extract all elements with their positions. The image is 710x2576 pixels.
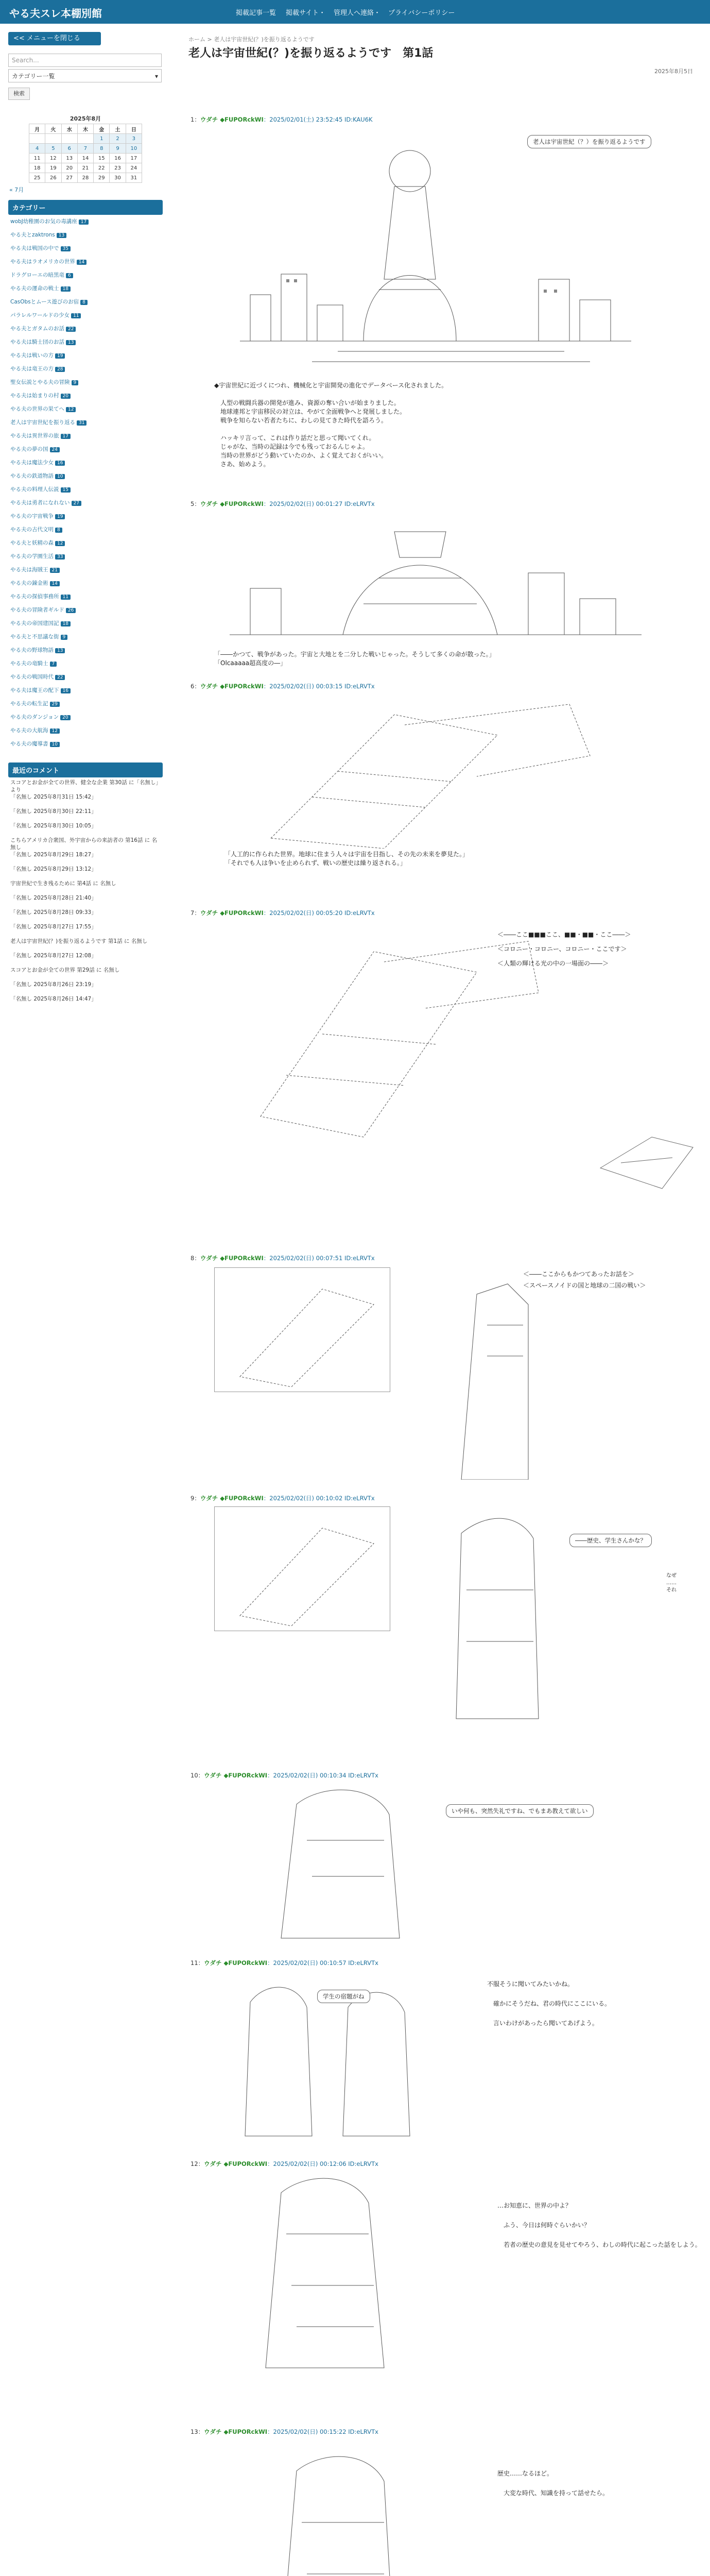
category-count-badge: 13 [57,233,66,238]
category-item[interactable] [10,512,65,520]
post-header: 5：ウダチ ◆FUPORckWI：2025/02/02(日) 00:01:27 ID:eLRVTx [191,500,375,507]
calendar-day[interactable]: 14 [77,154,93,163]
category-label: やる夫は異世界の旅 [10,433,59,439]
category-count-badge: 19 [55,353,65,359]
calendar-day[interactable]: 26 [45,173,61,183]
main-nav [0,0,710,24]
category-label: やる夫は戦いの方 [10,352,54,359]
category-item[interactable] [10,365,65,372]
calendar-caption: 2025年8月 [70,115,101,122]
category-item[interactable] [10,351,65,359]
category-label: やる夫の運命の戦士 [10,285,59,292]
speech-bubble: ――歴史、学生さんかな？ [569,1534,652,1547]
calendar-day[interactable]: 9 [110,144,126,154]
calendar-day[interactable]: 30 [110,173,126,183]
category-count-badge: 22 [66,327,76,332]
category-label: やる夫は魔王の配下 [10,687,59,693]
category-heading: カテゴリー [8,200,163,215]
category-count-badge: 16 [55,461,65,466]
category-item[interactable] [10,633,67,640]
category-count-badge: 10 [50,742,60,747]
category-count-badge: 13 [55,648,65,653]
category-label: やる夫は竜王の方 [10,366,54,372]
category-item[interactable] [10,686,71,694]
calendar-prev-link[interactable]: « 7月 [9,187,24,193]
comment-item[interactable]: 「名無し 2025年8月30日 22:11」 [10,808,97,815]
ascii-art-final-scene [219,2440,683,2576]
calendar-day[interactable]: 19 [45,163,61,173]
calendar-day [61,134,77,144]
category-item[interactable] [10,271,73,279]
category-item[interactable] [10,539,65,547]
category-count-badge: 17 [61,434,71,439]
post-header: 11：ウダチ ◆FUPORckWI：2025/02/02(日) 00:10:57 ID:eLRVTx [191,1959,378,1967]
category-item[interactable] [10,445,60,453]
category-count-badge: 15 [61,487,71,493]
category-select[interactable] [8,69,162,82]
calendar-day[interactable]: 1 [94,134,110,144]
comments-widget [8,762,163,777]
ascii-art-scene-monitor [219,1274,672,1480]
category-label: やる夫の転生記 [10,701,48,707]
calendar-day[interactable]: 10 [126,144,142,154]
calendar-day[interactable]: 12 [45,154,61,163]
category-count-badge: 8 [80,300,88,305]
calendar-day[interactable]: 17 [126,154,142,163]
breadcrumb[interactable]: ホーム > 老人は宇宙世紀(？)を振り返るようです [188,36,315,43]
category-item[interactable] [10,700,60,707]
category-count-badge: 11 [61,595,71,600]
category-item[interactable] [10,418,86,426]
calendar [29,113,142,183]
category-item[interactable] [10,713,71,721]
category-label: ドラグローエの暗黒竜 [10,272,64,278]
category-item[interactable] [10,579,60,587]
category-count-badge: 14 [50,581,60,586]
post-header: 1：ウダチ ◆FUPORckWI：2025/02/01(土) 23:52:45 ID:KAU6K [191,116,373,123]
category-count-badge: 8 [55,528,62,533]
calendar-day[interactable]: 22 [94,163,110,173]
category-label: やる夫の宇宙戦争 [10,513,54,519]
category-label: やる夫は戦国の中で [10,245,59,251]
category-count-badge: 6 [66,273,73,278]
comment-item[interactable]: 「名無し 2025年8月27日 17:55」 [10,924,97,930]
category-item[interactable] [10,726,60,734]
category-count-badge: 12 [66,407,76,412]
category-label: やる夫の帝国建国記 [10,620,59,626]
category-item[interactable] [10,392,71,399]
sidebar [8,32,163,2576]
category-item[interactable] [10,405,76,413]
category-item[interactable] [10,284,71,292]
site-header [0,0,710,24]
category-label: やる夫の夢の国 [10,446,48,452]
calendar-weekday: 木 [77,124,93,134]
page-title: 老人は宇宙世紀(？)を振り返るようです 第1話 [188,47,434,60]
category-item[interactable] [10,231,66,239]
calendar-day[interactable]: 20 [61,163,77,173]
category-count-badge: 13 [66,340,76,345]
calendar-day[interactable]: 8 [94,144,110,154]
comment-item[interactable]: こちらアメリカ合衆国、外宇宙からの来訪者の 第16話 に 名無し [10,837,158,851]
category-item[interactable] [10,217,89,225]
category-label: やる夫の魔導書 [10,741,48,747]
category-label: やる夫の野球物語 [10,647,54,653]
category-item[interactable] [10,472,65,480]
category-select-value: カテゴリー一覧 [12,73,55,80]
calendar-weekday: 月 [29,124,45,134]
calendar-day [77,134,93,144]
category-label: やる夫の探偵事務所 [10,594,59,600]
category-item[interactable] [10,459,65,466]
category-item[interactable] [10,338,76,346]
category-label: やる夫は始まりの村 [10,393,59,399]
calendar-day [29,134,45,144]
calendar-day[interactable]: 13 [61,154,77,163]
calendar-day[interactable]: 21 [77,163,93,173]
post-header: 9：ウダチ ◆FUPORckWI：2025/02/02(日) 00:10:02 ID:eLRVTx [191,1495,375,1502]
category-widget [8,200,163,215]
category-label: やる夫と妖精の森 [10,540,54,546]
nav-privacy[interactable]: プライバシーポリシー [388,9,455,17]
category-count-badge: 24 [50,447,60,452]
category-item[interactable] [10,258,86,265]
category-label: 老人は宇宙世紀を振り返る [10,419,75,426]
category-count-badge: 33 [55,554,65,560]
post-narration: ◆宇宙世紀に近づくにつれ、機械化と宇宙開発の進化でデータベース化されました。 人型の戦闘兵器の開発が進み、資源の奪い合いが始まりました。 地球連邦と宇宙移民の対立は、やがて全面戦争へと発展しました。 戦争を知らない若者たちに、わしの見てきた時代を語ろう。 ハッキリ言って、これは作り話だと思って聞いてくれ。 じゃがな、当時の記録は今でも残っておるんじゃよ。 当時の世界がどう動いていたのか、よく覚えておくがいい。 さあ、始めよう。 [214,382,448,468]
category-item[interactable] [10,325,76,332]
calendar-day[interactable]: 15 [94,154,110,163]
category-item[interactable] [10,673,65,681]
category-count-badge: 9 [61,635,68,640]
post-narration: ＜――ここ■■■ここ、■■・■■・ここ――＞ ＜コロニー・コロニー、コロニー・ここです＞ ＜人類の輝ける光の中の一場面の――＞ [497,931,631,967]
category-item[interactable] [10,619,71,627]
category-item[interactable] [10,740,60,748]
category-count-badge: 22 [55,675,65,680]
comment-item[interactable]: 「名無し 2025年8月29日 18:27」 [10,852,97,858]
comment-item[interactable]: 「名無し 2025年8月28日 21:40」 [10,895,97,901]
calendar-day[interactable]: 16 [110,154,126,163]
category-label: やる夫と不思議な街 [10,634,59,640]
category-label: やる夫の古代文明 [10,527,54,533]
post-date: 2025年8月5日 [654,68,693,75]
category-count-badge: 26 [66,608,76,613]
post-header: 8：ウダチ ◆FUPORckWI：2025/02/02(日) 00:07:51 ID:eLRVTx [191,1255,375,1262]
category-count-badge: 9 [72,380,79,385]
comment-item[interactable]: 老人は宇宙世紀(？)を振り返るようです 第1話 に 名無し [10,938,148,944]
calendar-day [45,134,61,144]
calendar-day[interactable]: 24 [126,163,142,173]
calendar-day[interactable]: 25 [29,173,45,183]
category-count-badge: 12 [55,541,65,546]
search-input[interactable]: Search... [8,54,162,67]
ascii-art-colony [209,511,672,655]
category-label: やる夫の世界の果てへ [10,406,64,412]
category-item[interactable] [10,311,81,319]
calendar-day[interactable]: 23 [110,163,126,173]
category-item[interactable] [10,378,78,386]
category-label: CasObsとムース遊びのお宿 [10,299,79,305]
category-label: パラレルワールドの少女 [10,312,70,318]
post-header: 12：ウダチ ◆FUPORckWI：2025/02/02(日) 00:12:06 ID:eLRVTx [191,2160,378,2167]
calendar-day[interactable]: 6 [61,144,77,154]
category-count-badge: 17 [79,219,89,225]
calendar-day[interactable]: 2 [110,134,126,144]
post-narration: …お知恵に、世界の中よ？ ふう、今日は何時ぐらいかい？ 若者の歴史の意見を見せてやろう、わしの時代に起こった話をしよう。 [497,2202,701,2248]
category-count-badge: 14 [77,260,86,265]
post-header: 13：ウダチ ◆FUPORckWI：2025/02/02(日) 00:15:22 ID:eLRVTx [191,2428,378,2435]
post-narration: 「人工的に作られた世界。地球に住まう人々は宇宙を目指し、その先の未来を夢見た。」 「それでも人は争いを止められず、戦いの歴史は繰り返される。」 [224,851,469,867]
calendar-day[interactable]: 5 [45,144,61,154]
category-label: 聖女伝説とやる夫の冒険 [10,379,70,385]
search-button[interactable]: 検索 [8,88,30,100]
speech-bubble: 老人は宇宙世紀（？）を振り返るようです [527,135,651,148]
category-count-badge: 19 [55,514,65,519]
category-count-badge: 29 [50,702,60,707]
category-count-badge: 7 [50,662,57,667]
category-label: やる夫のダンジョン [10,714,59,720]
category-count-badge: 20 [60,715,70,720]
calendar-weekday: 土 [110,124,126,134]
comment-item[interactable]: 「名無し 2025年8月30日 10:05」 [10,823,97,829]
category-count-badge: 35 [61,246,71,251]
comments-heading: 最近のコメント [8,762,163,777]
category-item[interactable] [10,499,81,506]
calendar-day[interactable]: 28 [77,173,93,183]
comment-item[interactable]: 「名無し 2025年8月31日 15:42」 [10,794,97,800]
post-narration: 歴史……なるほど。 大変な時代、知識を持って話せたら。 [497,2470,609,2497]
category-label: やる夫とzaktrons [10,232,55,238]
calendar-weekday: 金 [94,124,110,134]
category-item[interactable] [10,552,65,560]
calendar-weekday: 水 [61,124,77,134]
category-label: やる夫は海賊王 [10,567,48,573]
category-label: やる夫の戦国時代 [10,674,54,680]
post-header: 6：ウダチ ◆FUPORckWI：2025/02/02(日) 00:03:15 ID:eLRVTx [191,683,375,690]
category-item[interactable] [10,298,88,306]
ascii-art-old-man-seated [219,2172,508,2378]
ascii-art-spaceship [209,694,672,849]
category-item[interactable] [10,659,57,667]
category-item[interactable] [10,485,71,493]
post-narration: 不服そうに聞いてみたいかね。 確かにそうだね、君の時代にここにいる。 言いわけがあったら聞いてあげよう。 [487,1980,611,2027]
category-item[interactable] [10,566,60,573]
category-item[interactable] [10,432,71,439]
comment-item[interactable]: 「名無し 2025年8月29日 13:12」 [10,866,97,872]
comment-item[interactable]: 「名無し 2025年8月28日 09:33」 [10,909,97,916]
category-count-badge: 27 [72,501,81,506]
category-label: やる夫の料理人伝説 [10,486,59,493]
chevron-down-icon: ▾ [154,73,158,80]
comment-item[interactable]: スコアとお金が全ての世界 第29話 に 名無し [10,967,120,973]
category-item[interactable] [10,244,71,252]
post-header: 10：ウダチ ◆FUPORckWI：2025/02/02(日) 00:10:34 ID:eLRVTx [191,1772,378,1779]
category-item[interactable] [10,526,62,533]
calendar-day[interactable]: 29 [94,173,110,183]
category-label: やる夫は騎士団のお話 [10,339,64,345]
category-item[interactable] [10,646,65,654]
category-label: やる夫は魔法少女 [10,460,54,466]
ascii-art-cityscape [209,125,672,372]
category-label: やる夫の鉄道物語 [10,473,54,479]
comment-item[interactable]: 宇宙世紀で生き残るために 第4話 に 名無し [10,880,116,887]
category-label: やる夫とガタムのお話 [10,326,64,332]
category-label: やる夫の竜騎士 [10,660,48,667]
calendar-day[interactable]: 4 [29,144,45,154]
calendar-day[interactable]: 3 [126,134,142,144]
category-count-badge: 12 [50,728,60,734]
category-count-badge: 10 [55,474,65,479]
category-count-badge: 18 [61,621,71,626]
comment-item[interactable]: 「名無し 2025年8月26日 14:47」 [10,996,97,1002]
post-header: 7：ウダチ ◆FUPORckWI：2025/02/02(日) 00:05:20 ID:eLRVTx [191,909,375,917]
category-label: wobJ幼稚園のお気の毒講座 [10,218,77,225]
category-label: やる夫の錬金術 [10,580,48,586]
comment-item[interactable]: 「名無し 2025年8月26日 23:19」 [10,981,97,988]
nav-articles[interactable]: 掲載記事一覧 [236,9,276,17]
category-count-badge: 16 [61,688,71,693]
comment-item[interactable]: 「名無し 2025年8月27日 12:08」 [10,953,97,959]
category-count-badge: 11 [71,313,81,318]
category-label: やる夫はラオメリカの世界 [10,259,75,265]
category-label: やる夫の冒険者ギルド [10,607,64,613]
speech-bubble: 学生の宿題がね [317,1990,370,2003]
category-count-badge: 20 [61,394,71,399]
category-count-badge: 31 [77,420,86,426]
category-count-badge: 28 [55,367,65,372]
calendar-day[interactable]: 27 [61,173,77,183]
calendar-weekday: 日 [126,124,142,134]
calendar-day[interactable]: 7 [77,144,93,154]
post-narration: 「――かつて、戦争があった。宇宙と大地とを二分した戦いじゃった。そうして多くの命が散った。」 「Olcaaaaa超高度の―」 [214,651,495,667]
category-item[interactable] [10,592,71,600]
post-narration: ＜――ここからもかつてあったお話を＞ ＜スペースノイドの国と地球の二国の戦い＞ [523,1270,646,1289]
speech-bubble: いや何も、突然失礼ですね、でもまあ教えて欲しい [446,1804,594,1818]
category-label: やる夫の学園生活 [10,553,54,560]
category-label: やる夫は勇者になれない [10,500,70,506]
category-item[interactable] [10,606,76,614]
side-text: なぜ …… それ [666,1573,677,1593]
calendar-day[interactable]: 11 [29,154,45,163]
comment-item[interactable]: スコアとお金が全ての世界、健全な企業 第30話 に「名無し」より [10,779,159,793]
close-menu-button[interactable]: << メニューを閉じる [8,32,101,45]
calendar-day[interactable]: 18 [29,163,45,173]
site-title[interactable]: やる夫スレ本棚別館 [9,7,102,20]
calendar-weekday: 火 [45,124,61,134]
category-count-badge: 21 [50,568,60,573]
category-count-badge: 18 [61,286,71,292]
category-label: やる夫の大航海 [10,727,48,734]
nav-contact[interactable]: 管理人へ連絡・ [334,9,381,17]
calendar-day[interactable]: 31 [126,173,142,183]
nav-sites[interactable]: 掲載サイト・ [286,9,326,17]
